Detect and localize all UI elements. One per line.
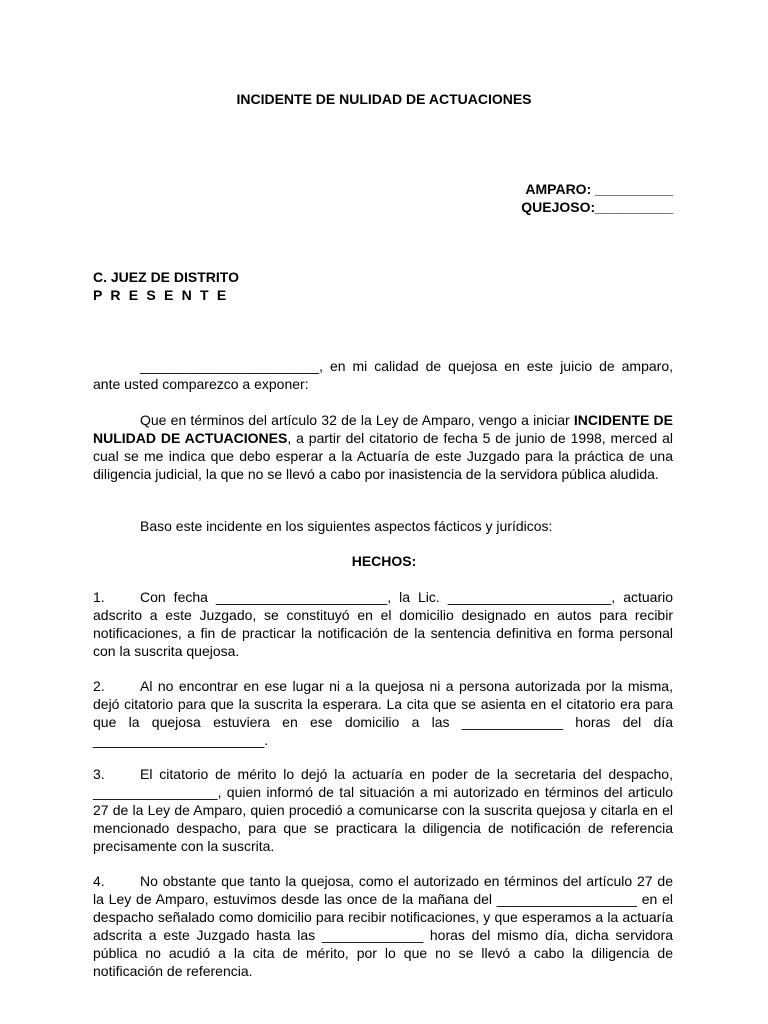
presente: P R E S E N T E	[93, 286, 229, 303]
hecho-number: 3.	[93, 766, 105, 782]
hecho-2	[93, 678, 673, 750]
paragraph-1-text-b: , a partir del citatorio de fecha 5 de junio de 1998, merced al cual se me indica que debo esperar a la Actuaría de este Juzgado para la práctica de una diligencia judicial, la que no se llevó a cabo por inasistencia de la servidora pública aludida.	[93, 429, 673, 482]
quejoso-line: QUEJOSO:__________	[521, 198, 673, 215]
hecho-text: El citatorio de mérito lo dejó la actuaría en poder de la secretaria del despacho, ________________, quien informó de tal situación a mi autorizado en términos del articulo 27 de la Ley de Amparo, quien procedió a comunicarse con la suscrita quejosa y citarla en el mencionado despacho, para que se practicara la diligencia de notificación de referencia precisamente con la suscrita.	[93, 766, 673, 854]
hecho-number: 4.	[93, 873, 105, 889]
paragraph-1-bold: INCIDENTE DE NULIDAD DE ACTUACIONES	[93, 412, 673, 446]
paragraph-1	[93, 412, 673, 484]
hecho-text: No obstante que tanto la quejosa, como el autorizado en términos del artículo 27 de la Ley de Amparo, estuvimos desde las once de la mañana del __________________ en el despacho señalado como domicilio para recibir notificaciones, y que esperamos a la actuaría adscrita a este Juzgado hasta las _____________ horas del mismo día, dicha servidora pública no acudió a la cita de mérito, por lo que no se llevó a cabo la diligencia de notificación de referencia.	[93, 873, 673, 979]
hecho-4	[93, 873, 673, 980]
hecho-text: Con fecha ______________________, la Lic. _____________________, actuario adscrito a este Juzgado, se constituyó en el domicilio designado en autos para recibir notificaciones, a fin de practicar la notificación de la sentencia definitiva en forma personal con la suscrita quejosa.	[93, 589, 673, 659]
hecho-3	[93, 766, 673, 856]
paragraph-2: Baso este incidente en los siguientes aspectos fácticos y jurídicos:	[140, 518, 553, 534]
intro-paragraph: _______________________, en mi calidad de quejosa en este juicio de amparo, ante usted comparezco a exponer:	[93, 358, 673, 392]
hecho-number: 2.	[93, 678, 105, 694]
paragraph-1-text-a: Que en términos del artículo 32 de la Ley de Amparo, vengo a iniciar	[140, 412, 574, 428]
addressee-block	[93, 269, 239, 305]
document-title: INCIDENTE DE NULIDAD DE ACTUACIONES	[236, 91, 532, 107]
addressee: C. JUEZ DE DISTRITO	[93, 269, 239, 285]
hechos-heading: HECHOS:	[351, 553, 417, 569]
amparo-line: AMPARO: __________	[525, 181, 673, 197]
hecho-text: Al no encontrar en ese lugar ni a la quejosa ni a persona autorizada por la misma, dejó citatorio para que la suscrita la esperara. La cita que se asienta en el citatorio era para que la quejosa estuviera en ese domicilio a las _____________ horas del día ______________________.	[93, 678, 673, 748]
hecho-1	[93, 589, 673, 661]
hecho-number: 1.	[93, 589, 105, 605]
case-info	[521, 181, 673, 217]
